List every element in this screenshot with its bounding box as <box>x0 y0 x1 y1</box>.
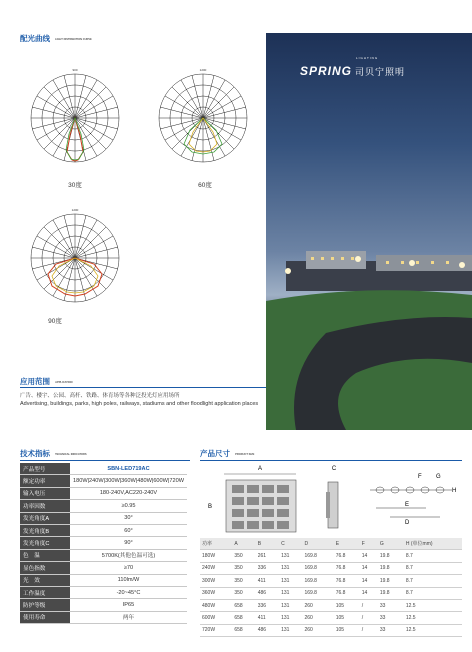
section-title-specs <box>20 448 85 459</box>
dimension-cell: 8.7 <box>404 562 462 574</box>
spec-value: 60° <box>70 524 187 536</box>
dimension-cell: 14 <box>360 575 378 587</box>
dimension-cell: 260 <box>302 624 333 636</box>
dimension-cell: 76.8 <box>334 575 360 587</box>
application-text-cn: 广告、楼宇、公园、高杆、铁路、体育场等各种泛投光灯应用场所 <box>20 393 180 399</box>
dimension-cell: / <box>360 624 378 636</box>
dimension-cell: 33 <box>378 599 404 611</box>
dimension-cell: 486 <box>256 587 279 599</box>
dimension-cell: 131 <box>279 550 302 562</box>
dimension-cell: 14 <box>360 562 378 574</box>
dimension-row <box>200 587 462 599</box>
stadium-scene <box>266 33 472 430</box>
dimension-cell: 19.8 <box>378 550 404 562</box>
dimension-cell: / <box>360 612 378 624</box>
dimension-header-cell: H (单位mm) <box>404 538 462 550</box>
spec-key: 产品型号 <box>20 463 70 475</box>
spec-key: 发光角度A <box>20 512 70 524</box>
dimension-cell: 600W <box>200 612 232 624</box>
spec-value: 30° <box>70 512 187 524</box>
dimension-cell: 336 <box>256 562 279 574</box>
dimension-row <box>200 575 462 587</box>
dimension-header-cell: C <box>279 538 302 550</box>
section-title-text: 配光曲线 <box>20 34 50 43</box>
spec-row <box>20 487 187 499</box>
dimension-cell: 169.8 <box>302 550 333 562</box>
dimension-cell: 658 <box>232 599 255 611</box>
dimension-header-cell: E <box>334 538 360 550</box>
section-title-application <box>20 376 85 387</box>
polar-caption-3: 90度 <box>48 318 62 325</box>
spec-key: 工作温度 <box>20 586 70 598</box>
dimension-cell: 350 <box>232 550 255 562</box>
dimension-cell: 260 <box>302 612 333 624</box>
bracket-view <box>370 487 452 517</box>
dimension-cell: 12.5 <box>404 612 462 624</box>
dimension-header-row <box>200 538 462 550</box>
dimension-cell: 300W <box>200 575 232 587</box>
spec-value: 90° <box>70 537 187 549</box>
spec-row <box>20 574 187 586</box>
section-divider <box>200 460 462 461</box>
dimension-row <box>200 624 462 636</box>
dimension-cell: 131 <box>279 624 302 636</box>
spec-key: 光 效 <box>20 574 70 586</box>
spec-key: 色 温 <box>20 549 70 561</box>
section-divider <box>20 460 190 461</box>
section-divider <box>20 387 266 388</box>
tick-top: 1200 <box>71 208 79 212</box>
dimension-cell: 131 <box>279 612 302 624</box>
spec-value: 5700K(其他色温可选) <box>70 549 187 561</box>
dimension-cell: 180W <box>200 550 232 562</box>
dimension-cell: 8.7 <box>404 575 462 587</box>
section-title-text: 技术指标 <box>20 449 50 458</box>
spec-row <box>20 537 187 549</box>
label-b: B <box>208 504 213 510</box>
section-subtitle: TECHNICAL INDICATORS <box>55 452 87 456</box>
spec-value: ≥70 <box>70 562 187 574</box>
dimension-cell: 131 <box>279 575 302 587</box>
dimension-cell: 12.5 <box>404 624 462 636</box>
dimension-row <box>200 612 462 624</box>
dimension-cell: 33 <box>378 612 404 624</box>
spec-table <box>20 463 187 624</box>
polar-chart-1 <box>20 60 130 180</box>
hero-photo <box>266 33 472 430</box>
polar-chart-3 <box>20 200 130 320</box>
dimension-cell: 19.8 <box>378 562 404 574</box>
spec-row <box>20 512 187 524</box>
spec-value: 两年 <box>70 611 187 623</box>
dimension-cell: 14 <box>360 587 378 599</box>
dimension-cell: 720W <box>200 624 232 636</box>
label-d: D <box>405 520 410 526</box>
spec-value: 180-240V,AC220-240V <box>70 487 187 499</box>
spec-row <box>20 562 187 574</box>
dimension-cell: 350 <box>232 562 255 574</box>
dimension-header-cell: D <box>302 538 333 550</box>
spec-key: 额定功率 <box>20 475 70 487</box>
dimension-row <box>200 550 462 562</box>
dimension-cell: / <box>360 599 378 611</box>
dimension-table <box>200 538 462 637</box>
dimension-cell: 105 <box>334 612 360 624</box>
dimension-cell: 131 <box>279 599 302 611</box>
dimension-header-cell: B <box>256 538 279 550</box>
spec-value: IP65 <box>70 599 187 611</box>
dimension-header-cell: F <box>360 538 378 550</box>
polar-caption-1: 30度 <box>68 182 82 189</box>
dimension-cell: 260 <box>302 599 333 611</box>
section-title-text: 应用范围 <box>20 377 50 386</box>
dimension-cell: 14 <box>360 550 378 562</box>
dimension-header-cell: A <box>232 538 255 550</box>
dimension-cell: 33 <box>378 624 404 636</box>
section-subtitle: PRODUCT SIZE <box>235 452 255 456</box>
dimension-diagram <box>200 462 462 534</box>
section-subtitle: LIGHT DISTRIBUTION CURVE <box>55 37 92 41</box>
dimension-row <box>200 599 462 611</box>
dimension-cell: 336 <box>256 599 279 611</box>
dimension-cell: 12.5 <box>404 599 462 611</box>
dimension-cell: 261 <box>256 550 279 562</box>
dimension-cell: 411 <box>256 612 279 624</box>
spec-key: 防护等级 <box>20 599 70 611</box>
dimension-cell: 169.8 <box>302 575 333 587</box>
dimension-cell: 19.8 <box>378 587 404 599</box>
spec-value: 110lm/W <box>70 574 187 586</box>
label-h: H <box>452 488 457 494</box>
dimension-cell: 131 <box>279 562 302 574</box>
dimension-cell: 480W <box>200 599 232 611</box>
section-subtitle: APPLICATION <box>55 380 73 384</box>
label-a: A <box>257 466 263 472</box>
section-title-size <box>200 448 265 459</box>
polar-caption-2: 60度 <box>198 182 212 189</box>
section-title-text: 产品尺寸 <box>200 449 230 458</box>
tick-top: 900 <box>72 68 78 72</box>
dimension-cell: 131 <box>279 587 302 599</box>
label-e: E <box>405 502 410 508</box>
spec-row <box>20 586 187 598</box>
dimension-cell: 658 <box>232 624 255 636</box>
dimension-cell: 240W <box>200 562 232 574</box>
dimension-cell: 360W <box>200 587 232 599</box>
spec-row <box>20 463 187 475</box>
spec-key: 发光角度C <box>20 537 70 549</box>
spec-value: SBN-LED719AC <box>70 463 187 475</box>
dimension-cell: 411 <box>256 575 279 587</box>
brand-name-cn: 司贝宁照明 <box>355 67 406 77</box>
brand-tag: LIGHTING <box>356 56 379 60</box>
dimension-row <box>200 562 462 574</box>
spec-value: ≥0.95 <box>70 500 187 512</box>
spec-key: 显色指数 <box>20 562 70 574</box>
spec-row <box>20 611 187 623</box>
spec-row <box>20 549 187 561</box>
dimension-cell: 76.8 <box>334 550 360 562</box>
label-c: C <box>331 466 337 472</box>
spec-row <box>20 475 187 487</box>
dimension-cell: 105 <box>334 624 360 636</box>
dimension-cell: 350 <box>232 575 255 587</box>
dimension-cell: 486 <box>256 624 279 636</box>
dimension-cell: 658 <box>232 612 255 624</box>
dimension-cell: 169.8 <box>302 562 333 574</box>
label-f: F <box>418 474 422 480</box>
brand-logo <box>300 56 406 80</box>
dimension-cell: 105 <box>334 599 360 611</box>
dimension-cell: 8.7 <box>404 550 462 562</box>
polar-chart-2 <box>148 60 258 180</box>
dimension-header-cell: 功率 <box>200 538 232 550</box>
application-text-en: Advertising, buildings, parks, high poles, railways, stadiums and other floodlight application places <box>20 401 259 407</box>
dimension-cell: 169.8 <box>302 587 333 599</box>
spec-row <box>20 524 187 536</box>
section-title-curve <box>20 33 92 44</box>
spec-row <box>20 500 187 512</box>
dimension-cell: 19.8 <box>378 575 404 587</box>
dimension-cell: 76.8 <box>334 562 360 574</box>
spec-value: -20~45°C <box>70 586 187 598</box>
spec-key: 发光角度B <box>20 524 70 536</box>
dimension-cell: 8.7 <box>404 587 462 599</box>
spec-key: 功率因数 <box>20 500 70 512</box>
spec-value: 180W|240W|300W|360W|480W|600W|720W <box>70 475 187 487</box>
application-text <box>20 392 260 408</box>
spec-key: 输入电压 <box>20 487 70 499</box>
spec-key: 使用寿命 <box>20 611 70 623</box>
dimension-header-cell: G <box>378 538 404 550</box>
tick-top: 1200 <box>199 68 207 72</box>
brand-name: SPRING <box>300 64 353 78</box>
spec-row <box>20 599 187 611</box>
dimension-cell: 350 <box>232 587 255 599</box>
label-g: G <box>436 474 441 480</box>
dimension-cell: 76.8 <box>334 587 360 599</box>
